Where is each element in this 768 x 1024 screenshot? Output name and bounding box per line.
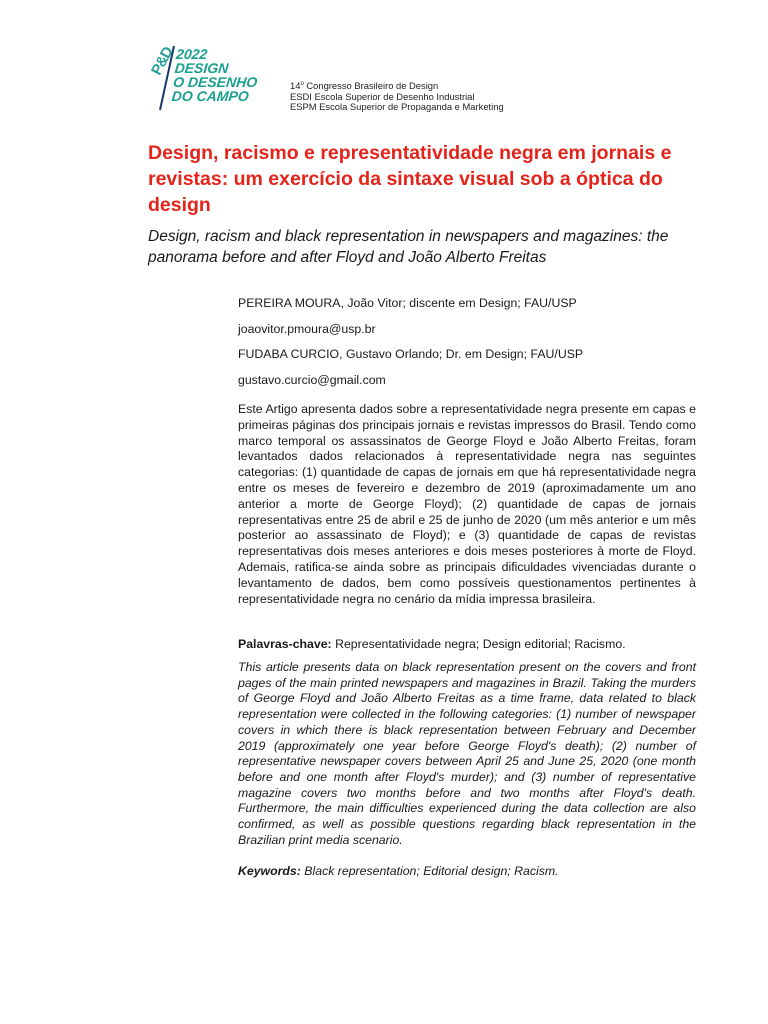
paper-title: Design, racismo e representatividade negra em jornais e revistas: um exercício da sintaxe visual sob a óptica do design: [148, 142, 672, 216]
logo-design: DESIGN: [173, 60, 230, 76]
keywords-en-label: Keywords:: [238, 864, 301, 878]
conference-line-2: ESDI Escola Superior de Desenho Industrial: [290, 90, 475, 102]
conference-line-3: ESPM Escola Superior de Propaganda e Marketing: [290, 101, 504, 113]
abstract-english: [238, 660, 696, 848]
abstract-en-text: This article presents data on black representation present on the covers and front pages of the main printed newspapers and magazines in Brazil. Taking the murders of George Floyd and João Alberto Freitas as a time frame, data related to black representation were collected in the following categories: (1) number of newspaper covers in which there is black representation between February and December 2019 (approximately one year before George Floyd's death); (2) number of representative newspaper covers between April 25 and June 25, 2020 (one month before and one month after Floyd's murder); and (3) number of representative magazine covers two months before and two months after Floyd's death. Furthermore, the main difficulties experienced during the data collection are also confirmed, as well as possible questions regarding black representation in the Brazilian print media scenario.: [238, 660, 696, 847]
logo-wordmark: [171, 47, 261, 103]
keywords-en-value: Black representation; Editorial design; Racism.: [300, 864, 559, 878]
logo-ped-mark: P&D: [148, 44, 177, 78]
keywords-english: [238, 864, 696, 880]
author-1-email[interactable]: joaovitor.pmoura@usp.br: [238, 321, 376, 336]
conference-line-1: 14$^o$ Congresso Brasileiro de Design: [290, 80, 439, 92]
keywords-pt-value: Representatividade negra; Design editorial; Racismo.: [331, 637, 626, 651]
logo-do-campo: DO CAMPO: [170, 88, 250, 104]
authors-block: [238, 296, 708, 398]
abstract-pt-text: Este Artigo apresenta dados sobre a representatividade negra presente em capas e primeiras páginas dos principais jornais e revistas impressos do Brasil. Tendo como marco temporal os assassinatos de George Floyd e João Alberto Freitas, foram levantados dados relacionados à representatividade negra nas seguintes categorias: (1) quantidade de capas de jornais em que há representatividade negra entre os meses de fevereiro e dezembro de 2019 (aproximadamente um ano anterior a morte de George Floyd); (2) quantidade de capas de jornais representativas entre 25 de abril e 25 de junho de 2020 (um mês anterior e um mês posterior ao assassinato de Floyd); e (3) quantidade de capas de revistas representativas dois meses anteriores e dois meses posteriores à morte de Floyd. Ademais, ratifica-se ainda sobre as principais dificuldades vivenciadas durante o levantamento de dados, bem como possíveis questionamentos pertinentes à representatividade negra no cenário da mídia impressa brasileira.: [238, 402, 696, 606]
keywords-pt-label: Palavras-chave:: [238, 637, 332, 651]
logo-year: 2022: [175, 46, 209, 62]
paper-subtitle-english: Design, racism and black representation in newspapers and magazines: the panorama before and after Floyd and João Alberto Freitas: [148, 228, 669, 266]
author-2-name: FUDABA CURCIO, Gustavo Orlando; Dr. em Design; FAU/USP: [238, 347, 584, 361]
author-2-email[interactable]: gustavo.curcio@gmail.com: [238, 372, 386, 387]
conference-header: [290, 79, 504, 113]
keywords-portuguese: [238, 637, 696, 653]
logo-o-desenho: O DESENHO: [172, 74, 259, 90]
abstract-portuguese: [238, 402, 696, 607]
author-1-name: PEREIRA MOURA, João Vitor; discente em Design; FAU/USP: [238, 296, 577, 310]
